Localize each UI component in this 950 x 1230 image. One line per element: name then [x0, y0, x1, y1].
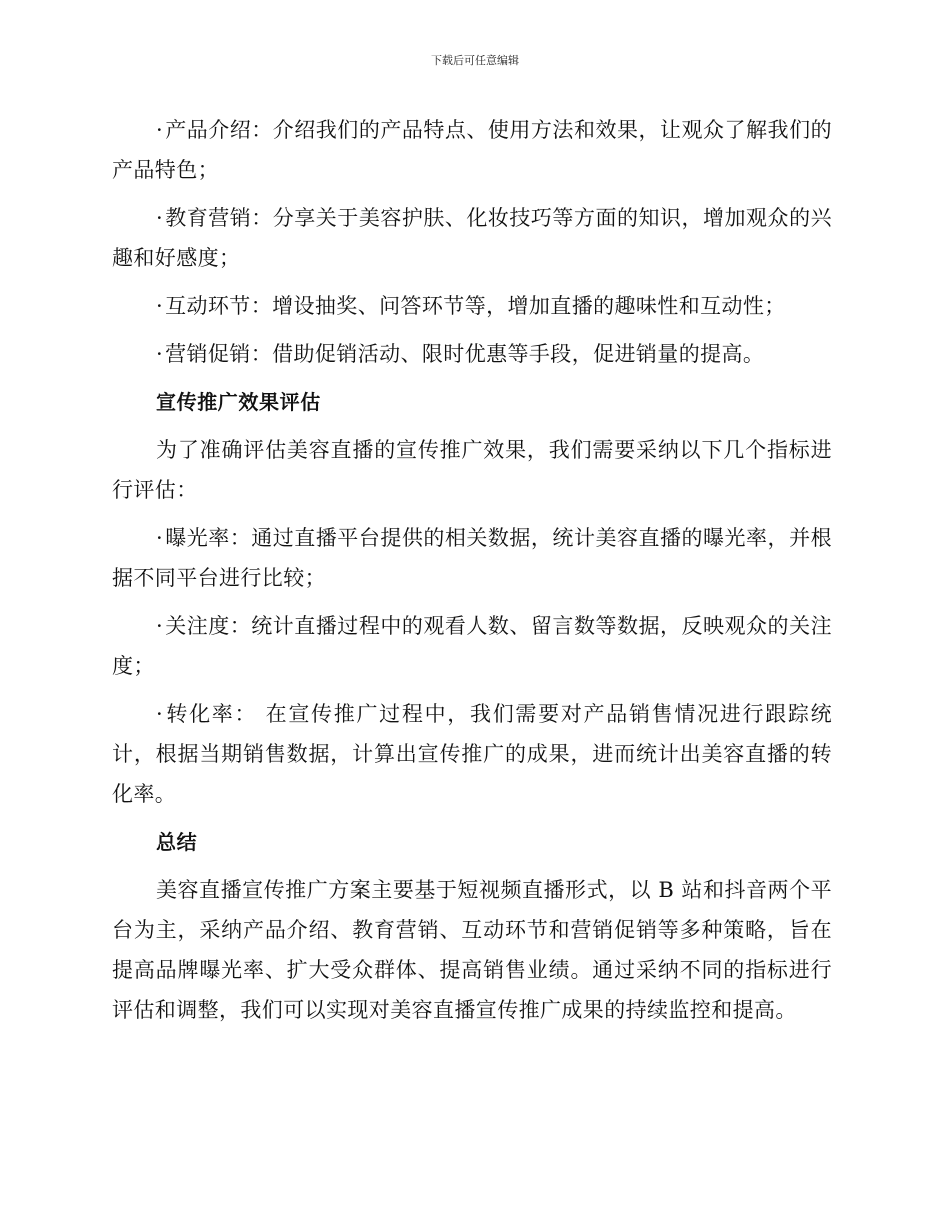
bullet-dot: ·: [156, 702, 164, 726]
bullet-item-exposure-rate: [112, 518, 832, 598]
bullet-item-conversion-rate: [112, 694, 832, 814]
term-separator: ：: [234, 702, 258, 726]
bullet-body: 介绍我们的产品特点、使用方法和效果，让观众了解我们的产品特色；: [112, 118, 832, 182]
bullet-body: 在宣传推广过程中，我们需要对产品销售情况进行跟踪统计，根据当期销售数据，计算出宣传推广的成果，进而统计出美容直播的转化率。: [112, 702, 833, 806]
bullet-dot: ·: [156, 206, 164, 230]
bullet-body: 分享关于美容护肤、化妆技巧等方面的知识，增加观众的兴趣和好感度；: [112, 206, 832, 270]
bullet-body: 通过直播平台提供的相关数据，统计美容直播的曝光率，并根据不同平台进行比较；: [112, 526, 832, 590]
term-separator: ：: [250, 342, 273, 366]
page-header: 下载后可任意编辑: [431, 54, 519, 67]
section-heading-evaluation: 宣传推广效果评估: [156, 390, 321, 414]
bullet-term: 互动环节: [165, 294, 251, 318]
term-separator: ：: [251, 118, 273, 142]
bullet-term: 产品介绍: [165, 118, 252, 142]
bullet-dot: ·: [156, 526, 164, 550]
term-separator: ：: [251, 206, 273, 230]
bullet-dot: ·: [156, 294, 164, 318]
bullet-body: 统计直播过程中的观看人数、留言数等数据，反映观众的关注度；: [112, 614, 832, 678]
bullet-item-interaction: [112, 286, 832, 326]
term-separator: ：: [229, 614, 252, 638]
bullet-item-product-intro: [112, 110, 832, 190]
bullet-item-education-marketing: [112, 198, 832, 278]
bullet-term: 曝光率: [165, 526, 230, 550]
bullet-dot: ·: [156, 614, 164, 638]
bullet-item-promotion: [112, 334, 832, 374]
section-heading-summary: 总结: [156, 830, 198, 854]
bullet-item-attention: [112, 606, 832, 686]
bullet-body: 借助促销活动、限时优惠等手段，促进销量的提高。: [272, 342, 765, 366]
term-separator: ：: [250, 294, 273, 318]
document-body: [112, 110, 832, 1030]
bullet-term: 教育营销: [165, 206, 252, 230]
bullet-dot: ·: [156, 342, 164, 366]
bullet-term: 转化率: [165, 702, 235, 726]
bullet-term: 关注度: [165, 614, 230, 638]
paragraph-evaluation-intro: 为了准确评估美容直播的宣传推广效果，我们需要采纳以下几个指标进行评估：: [112, 438, 832, 502]
bullet-dot: ·: [156, 118, 164, 142]
paragraph-summary: 美容直播宣传推广方案主要基于短视频直播形式，以 B 站和抖音两个平台为主，采纳产品介绍、教育营销、互动环节和营销促销等多种策略，旨在提高品牌曝光率、扩大受众群体、提高销售业绩。通过采纳不同的指标进行评估和调整，我们可以实现对美容直播宣传推广成果的持续监控和提高。: [112, 878, 832, 1022]
term-separator: ：: [229, 526, 252, 550]
bullet-term: 营销促销: [165, 342, 251, 366]
bullet-body: 增设抽奖、问答环节等，增加直播的趣味性和互动性；: [272, 294, 786, 318]
